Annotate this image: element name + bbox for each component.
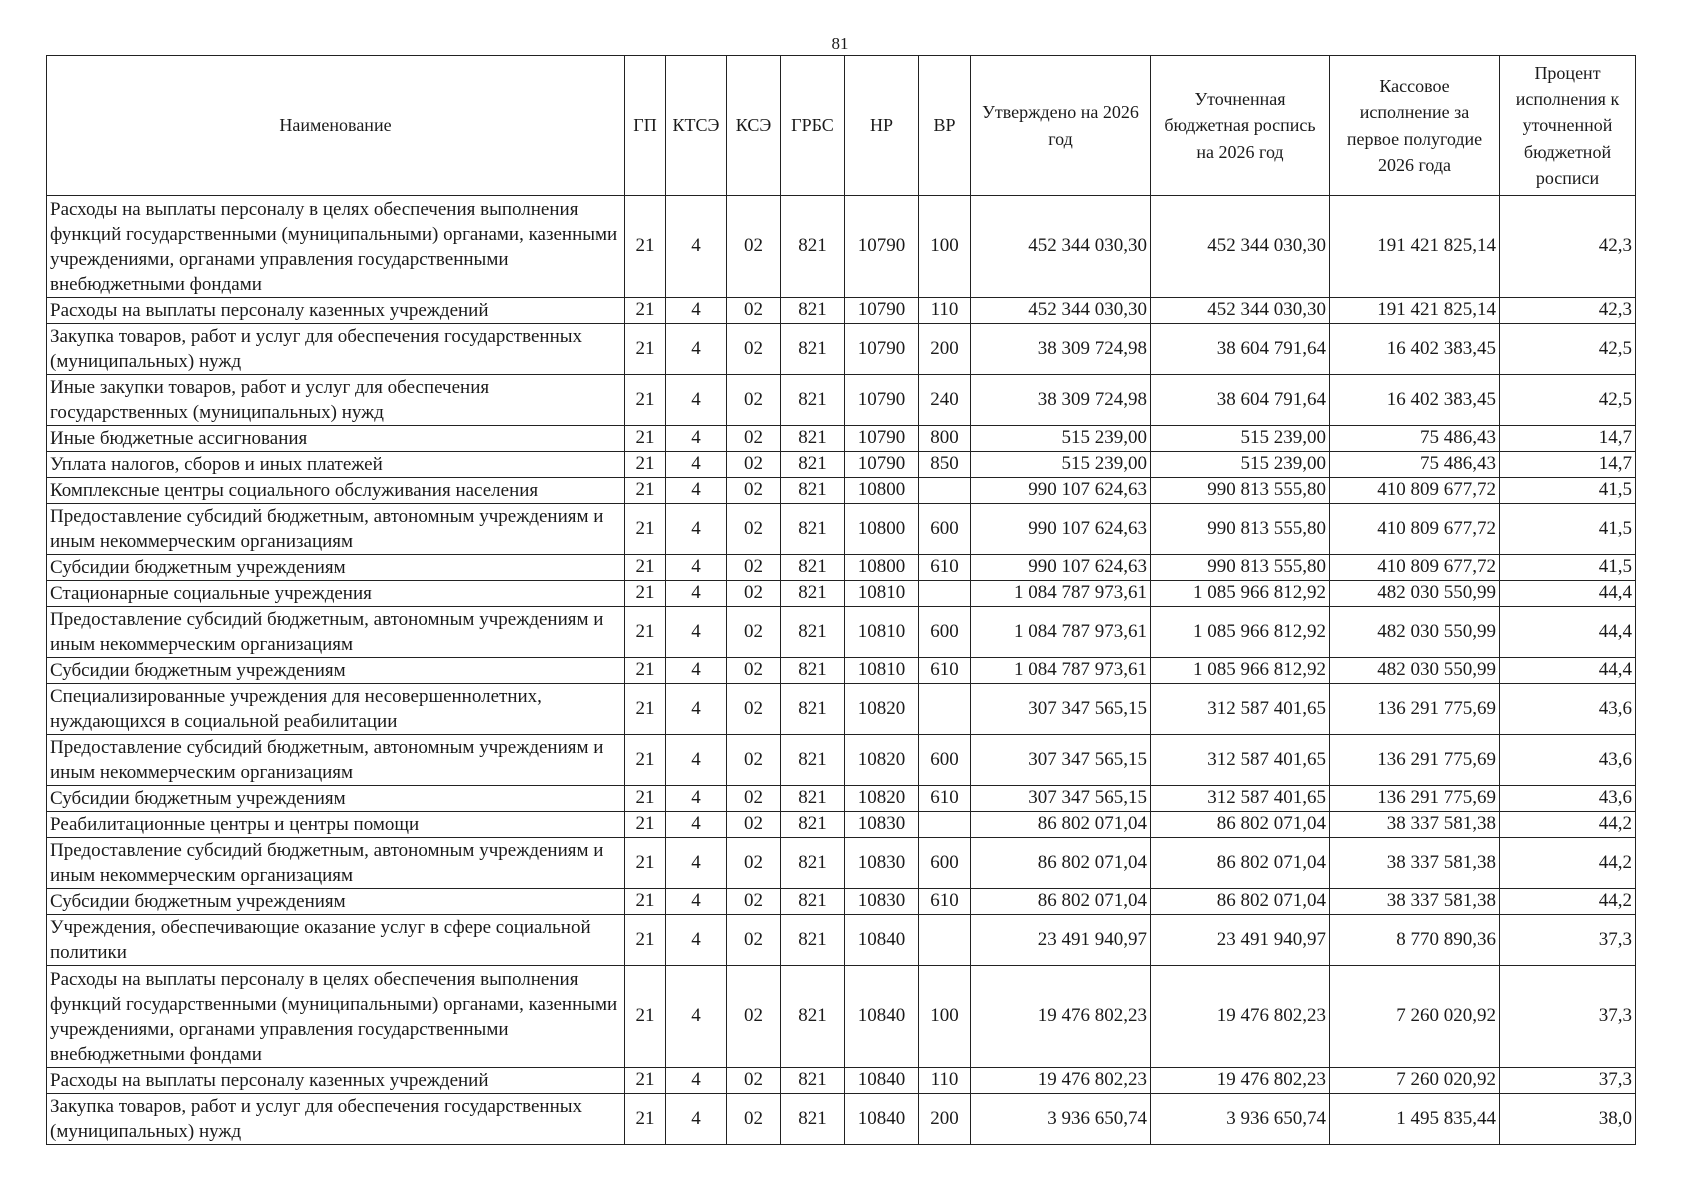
row-grbs: 821	[781, 324, 845, 375]
row-executed: 38 337 581,38	[1330, 838, 1500, 889]
row-gp: 21	[625, 684, 666, 735]
row-percent: 44,4	[1500, 581, 1636, 607]
row-kse: 02	[727, 607, 781, 658]
row-executed: 136 291 775,69	[1330, 735, 1500, 786]
row-gp: 21	[625, 607, 666, 658]
row-approved: 38 309 724,98	[971, 324, 1151, 375]
row-vr: 600	[919, 607, 971, 658]
row-grbs: 821	[781, 426, 845, 452]
row-grbs: 821	[781, 555, 845, 581]
row-vr: 610	[919, 555, 971, 581]
header-revised: Уточненная бюджетная роспись на 2026 год	[1151, 56, 1330, 196]
row-revised: 1 085 966 812,92	[1151, 581, 1330, 607]
row-approved: 990 107 624,63	[971, 504, 1151, 555]
table-row	[47, 966, 1636, 1068]
row-name: Закупка товаров, работ и услуг для обеспечения государственных (муниципальных) нужд	[47, 1094, 625, 1145]
table-row	[47, 555, 1636, 581]
row-gp: 21	[625, 375, 666, 426]
row-revised: 1 085 966 812,92	[1151, 607, 1330, 658]
row-grbs: 821	[781, 966, 845, 1068]
row-percent: 44,2	[1500, 889, 1636, 915]
row-approved: 1 084 787 973,61	[971, 607, 1151, 658]
table-header-row	[47, 56, 1636, 196]
row-executed: 75 486,43	[1330, 452, 1500, 478]
row-approved: 23 491 940,97	[971, 915, 1151, 966]
row-name: Субсидии бюджетным учреждениям	[47, 555, 625, 581]
row-gp: 21	[625, 196, 666, 298]
row-revised: 990 813 555,80	[1151, 504, 1330, 555]
table-row	[47, 324, 1636, 375]
row-kse: 02	[727, 298, 781, 324]
row-percent: 43,6	[1500, 735, 1636, 786]
header-percent: Процент исполнения к уточненной бюджетной росписи	[1500, 56, 1636, 196]
row-vr	[919, 684, 971, 735]
row-nr: 10840	[845, 1068, 919, 1094]
row-kse: 02	[727, 915, 781, 966]
row-percent: 44,4	[1500, 658, 1636, 684]
row-executed: 16 402 383,45	[1330, 375, 1500, 426]
row-ktse: 4	[666, 915, 727, 966]
row-percent: 42,5	[1500, 375, 1636, 426]
row-percent: 14,7	[1500, 426, 1636, 452]
table-row	[47, 684, 1636, 735]
row-name: Комплексные центры социального обслуживания населения	[47, 478, 625, 504]
row-nr: 10820	[845, 735, 919, 786]
row-executed: 1 495 835,44	[1330, 1094, 1500, 1145]
row-grbs: 821	[781, 375, 845, 426]
row-name: Реабилитационные центры и центры помощи	[47, 812, 625, 838]
row-revised: 38 604 791,64	[1151, 375, 1330, 426]
row-approved: 3 936 650,74	[971, 1094, 1151, 1145]
row-name: Стационарные социальные учреждения	[47, 581, 625, 607]
row-vr	[919, 812, 971, 838]
row-percent: 44,2	[1500, 812, 1636, 838]
table-row	[47, 812, 1636, 838]
row-name: Субсидии бюджетным учреждениям	[47, 889, 625, 915]
row-gp: 21	[625, 786, 666, 812]
row-executed: 7 260 020,92	[1330, 1068, 1500, 1094]
row-revised: 452 344 030,30	[1151, 298, 1330, 324]
row-nr: 10830	[845, 812, 919, 838]
row-gp: 21	[625, 735, 666, 786]
row-vr: 610	[919, 658, 971, 684]
row-approved: 515 239,00	[971, 452, 1151, 478]
row-grbs: 821	[781, 1068, 845, 1094]
table-row	[47, 1094, 1636, 1145]
row-executed: 482 030 550,99	[1330, 581, 1500, 607]
row-kse: 02	[727, 452, 781, 478]
row-gp: 21	[625, 298, 666, 324]
row-kse: 02	[727, 735, 781, 786]
row-gp: 21	[625, 812, 666, 838]
row-percent: 43,6	[1500, 684, 1636, 735]
table-row	[47, 581, 1636, 607]
row-ktse: 4	[666, 838, 727, 889]
row-ktse: 4	[666, 298, 727, 324]
row-gp: 21	[625, 478, 666, 504]
row-nr: 10790	[845, 196, 919, 298]
row-vr: 600	[919, 504, 971, 555]
row-grbs: 821	[781, 581, 845, 607]
row-revised: 19 476 802,23	[1151, 966, 1330, 1068]
table-row	[47, 426, 1636, 452]
table-row	[47, 196, 1636, 298]
row-ktse: 4	[666, 735, 727, 786]
row-kse: 02	[727, 1068, 781, 1094]
row-percent: 42,3	[1500, 298, 1636, 324]
header-gp: ГП	[625, 56, 666, 196]
row-approved: 86 802 071,04	[971, 838, 1151, 889]
row-name: Предоставление субсидий бюджетным, автономным учреждениям и иным некоммерческим организациям	[47, 735, 625, 786]
header-vr: ВР	[919, 56, 971, 196]
row-percent: 44,4	[1500, 607, 1636, 658]
row-nr: 10810	[845, 607, 919, 658]
row-nr: 10800	[845, 478, 919, 504]
row-percent: 44,2	[1500, 838, 1636, 889]
row-ktse: 4	[666, 786, 727, 812]
row-executed: 8 770 890,36	[1330, 915, 1500, 966]
row-percent: 37,3	[1500, 1068, 1636, 1094]
row-grbs: 821	[781, 838, 845, 889]
row-kse: 02	[727, 581, 781, 607]
row-vr: 800	[919, 426, 971, 452]
table-row	[47, 838, 1636, 889]
row-approved: 86 802 071,04	[971, 812, 1151, 838]
row-nr: 10810	[845, 658, 919, 684]
row-gp: 21	[625, 889, 666, 915]
row-kse: 02	[727, 812, 781, 838]
row-nr: 10800	[845, 555, 919, 581]
row-gp: 21	[625, 504, 666, 555]
row-ktse: 4	[666, 889, 727, 915]
row-percent: 42,3	[1500, 196, 1636, 298]
row-gp: 21	[625, 555, 666, 581]
row-executed: 38 337 581,38	[1330, 812, 1500, 838]
row-kse: 02	[727, 196, 781, 298]
row-approved: 19 476 802,23	[971, 966, 1151, 1068]
row-kse: 02	[727, 684, 781, 735]
row-percent: 38,0	[1500, 1094, 1636, 1145]
row-approved: 1 084 787 973,61	[971, 581, 1151, 607]
row-executed: 410 809 677,72	[1330, 478, 1500, 504]
row-nr: 10820	[845, 786, 919, 812]
header-nr: НР	[845, 56, 919, 196]
row-executed: 410 809 677,72	[1330, 504, 1500, 555]
row-executed: 75 486,43	[1330, 426, 1500, 452]
row-nr: 10790	[845, 426, 919, 452]
row-grbs: 821	[781, 1094, 845, 1145]
row-executed: 191 421 825,14	[1330, 298, 1500, 324]
row-ktse: 4	[666, 1068, 727, 1094]
row-grbs: 821	[781, 812, 845, 838]
row-kse: 02	[727, 966, 781, 1068]
row-kse: 02	[727, 504, 781, 555]
row-vr: 610	[919, 889, 971, 915]
row-approved: 452 344 030,30	[971, 298, 1151, 324]
row-revised: 86 802 071,04	[1151, 889, 1330, 915]
row-revised: 990 813 555,80	[1151, 478, 1330, 504]
row-revised: 312 587 401,65	[1151, 735, 1330, 786]
table-row	[47, 478, 1636, 504]
table-row	[47, 735, 1636, 786]
row-kse: 02	[727, 1094, 781, 1145]
row-gp: 21	[625, 452, 666, 478]
row-approved: 19 476 802,23	[971, 1068, 1151, 1094]
row-executed: 136 291 775,69	[1330, 684, 1500, 735]
row-approved: 515 239,00	[971, 426, 1151, 452]
row-approved: 1 084 787 973,61	[971, 658, 1151, 684]
row-grbs: 821	[781, 452, 845, 478]
row-kse: 02	[727, 478, 781, 504]
row-percent: 37,3	[1500, 966, 1636, 1068]
row-gp: 21	[625, 915, 666, 966]
header-grbs: ГРБС	[781, 56, 845, 196]
row-kse: 02	[727, 838, 781, 889]
row-nr: 10830	[845, 838, 919, 889]
row-revised: 3 936 650,74	[1151, 1094, 1330, 1145]
row-kse: 02	[727, 889, 781, 915]
row-kse: 02	[727, 426, 781, 452]
row-gp: 21	[625, 658, 666, 684]
row-vr: 100	[919, 966, 971, 1068]
row-kse: 02	[727, 555, 781, 581]
row-executed: 136 291 775,69	[1330, 786, 1500, 812]
row-approved: 38 309 724,98	[971, 375, 1151, 426]
table-row	[47, 298, 1636, 324]
row-revised: 312 587 401,65	[1151, 786, 1330, 812]
row-approved: 307 347 565,15	[971, 735, 1151, 786]
row-vr: 110	[919, 1068, 971, 1094]
row-approved: 86 802 071,04	[971, 889, 1151, 915]
header-ktse: КТСЭ	[666, 56, 727, 196]
row-percent: 14,7	[1500, 452, 1636, 478]
row-nr: 10830	[845, 889, 919, 915]
row-revised: 452 344 030,30	[1151, 196, 1330, 298]
row-vr: 600	[919, 838, 971, 889]
row-nr: 10800	[845, 504, 919, 555]
row-vr: 850	[919, 452, 971, 478]
row-name: Предоставление субсидий бюджетным, автономным учреждениям и иным некоммерческим организациям	[47, 607, 625, 658]
row-name: Предоставление субсидий бюджетным, автономным учреждениям и иным некоммерческим организациям	[47, 504, 625, 555]
row-ktse: 4	[666, 555, 727, 581]
header-approved: Утверждено на 2026 год	[971, 56, 1151, 196]
row-percent: 43,6	[1500, 786, 1636, 812]
row-approved: 452 344 030,30	[971, 196, 1151, 298]
row-name: Субсидии бюджетным учреждениям	[47, 658, 625, 684]
row-executed: 16 402 383,45	[1330, 324, 1500, 375]
header-name: Наименование	[47, 56, 625, 196]
row-vr: 100	[919, 196, 971, 298]
row-gp: 21	[625, 838, 666, 889]
row-name: Иные закупки товаров, работ и услуг для обеспечения государственных (муниципальных) нужд	[47, 375, 625, 426]
row-name: Расходы на выплаты персоналу в целях обеспечения выполнения функций государственными (муниципальными) органами, казенными учреждениями, органами управления государственными внебюджетными фондами	[47, 196, 625, 298]
row-gp: 21	[625, 1068, 666, 1094]
row-executed: 191 421 825,14	[1330, 196, 1500, 298]
row-kse: 02	[727, 324, 781, 375]
row-nr: 10790	[845, 375, 919, 426]
row-grbs: 821	[781, 196, 845, 298]
row-ktse: 4	[666, 812, 727, 838]
table-row	[47, 658, 1636, 684]
row-vr	[919, 915, 971, 966]
row-approved: 307 347 565,15	[971, 786, 1151, 812]
row-percent: 42,5	[1500, 324, 1636, 375]
row-grbs: 821	[781, 915, 845, 966]
row-vr: 200	[919, 324, 971, 375]
row-vr: 240	[919, 375, 971, 426]
table-row	[47, 786, 1636, 812]
row-ktse: 4	[666, 581, 727, 607]
row-grbs: 821	[781, 658, 845, 684]
row-percent: 37,3	[1500, 915, 1636, 966]
row-grbs: 821	[781, 786, 845, 812]
row-vr	[919, 581, 971, 607]
row-revised: 19 476 802,23	[1151, 1068, 1330, 1094]
table-row	[47, 915, 1636, 966]
row-executed: 482 030 550,99	[1330, 658, 1500, 684]
row-name: Закупка товаров, работ и услуг для обеспечения государственных (муниципальных) нужд	[47, 324, 625, 375]
table-row	[47, 889, 1636, 915]
row-executed: 482 030 550,99	[1330, 607, 1500, 658]
row-executed: 410 809 677,72	[1330, 555, 1500, 581]
row-name: Иные бюджетные ассигнования	[47, 426, 625, 452]
row-ktse: 4	[666, 607, 727, 658]
table-row	[47, 607, 1636, 658]
row-ktse: 4	[666, 478, 727, 504]
row-revised: 38 604 791,64	[1151, 324, 1330, 375]
row-nr: 10790	[845, 452, 919, 478]
row-grbs: 821	[781, 684, 845, 735]
row-grbs: 821	[781, 889, 845, 915]
row-percent: 41,5	[1500, 555, 1636, 581]
row-nr: 10810	[845, 581, 919, 607]
row-gp: 21	[625, 581, 666, 607]
row-ktse: 4	[666, 504, 727, 555]
row-gp: 21	[625, 426, 666, 452]
table-row	[47, 1068, 1636, 1094]
row-revised: 312 587 401,65	[1151, 684, 1330, 735]
row-grbs: 821	[781, 298, 845, 324]
row-vr: 110	[919, 298, 971, 324]
row-nr: 10840	[845, 966, 919, 1068]
row-gp: 21	[625, 966, 666, 1068]
row-kse: 02	[727, 375, 781, 426]
row-nr: 10840	[845, 915, 919, 966]
table-row	[47, 375, 1636, 426]
row-gp: 21	[625, 324, 666, 375]
row-vr: 600	[919, 735, 971, 786]
row-name: Предоставление субсидий бюджетным, автономным учреждениям и иным некоммерческим организациям	[47, 838, 625, 889]
budget-execution-table	[46, 55, 1636, 1145]
row-ktse: 4	[666, 452, 727, 478]
row-ktse: 4	[666, 966, 727, 1068]
row-gp: 21	[625, 1094, 666, 1145]
row-grbs: 821	[781, 504, 845, 555]
row-ktse: 4	[666, 375, 727, 426]
row-ktse: 4	[666, 684, 727, 735]
row-name: Специализированные учреждения для несовершеннолетних, нуждающихся в социальной реабилитации	[47, 684, 625, 735]
row-percent: 41,5	[1500, 504, 1636, 555]
row-nr: 10790	[845, 298, 919, 324]
page-number: 81	[831, 34, 849, 53]
row-revised: 86 802 071,04	[1151, 838, 1330, 889]
row-revised: 1 085 966 812,92	[1151, 658, 1330, 684]
row-executed: 7 260 020,92	[1330, 966, 1500, 1068]
row-vr	[919, 478, 971, 504]
table-row	[47, 504, 1636, 555]
table-row	[47, 452, 1636, 478]
row-approved: 990 107 624,63	[971, 478, 1151, 504]
row-name: Учреждения, обеспечивающие оказание услуг в сфере социальной политики	[47, 915, 625, 966]
row-kse: 02	[727, 658, 781, 684]
row-percent: 41,5	[1500, 478, 1636, 504]
row-name: Расходы на выплаты персоналу в целях обеспечения выполнения функций государственными (муниципальными) органами, казенными учреждениями, органами управления государственными внебюджетными фондами	[47, 966, 625, 1068]
row-ktse: 4	[666, 1094, 727, 1145]
row-approved: 990 107 624,63	[971, 555, 1151, 581]
row-kse: 02	[727, 786, 781, 812]
row-revised: 86 802 071,04	[1151, 812, 1330, 838]
row-name: Уплата налогов, сборов и иных платежей	[47, 452, 625, 478]
row-nr: 10790	[845, 324, 919, 375]
row-revised: 515 239,00	[1151, 426, 1330, 452]
row-vr: 200	[919, 1094, 971, 1145]
row-approved: 307 347 565,15	[971, 684, 1151, 735]
row-grbs: 821	[781, 735, 845, 786]
header-kse: КСЭ	[727, 56, 781, 196]
row-ktse: 4	[666, 658, 727, 684]
header-executed: Кассовое исполнение за первое полугодие 2026 года	[1330, 56, 1500, 196]
row-name: Расходы на выплаты персоналу казенных учреждений	[47, 298, 625, 324]
row-revised: 23 491 940,97	[1151, 915, 1330, 966]
row-ktse: 4	[666, 426, 727, 452]
row-grbs: 821	[781, 478, 845, 504]
row-nr: 10840	[845, 1094, 919, 1145]
row-executed: 38 337 581,38	[1330, 889, 1500, 915]
row-name: Субсидии бюджетным учреждениям	[47, 786, 625, 812]
row-ktse: 4	[666, 196, 727, 298]
row-vr: 610	[919, 786, 971, 812]
row-name: Расходы на выплаты персоналу казенных учреждений	[47, 1068, 625, 1094]
row-ktse: 4	[666, 324, 727, 375]
row-grbs: 821	[781, 607, 845, 658]
row-nr: 10820	[845, 684, 919, 735]
row-revised: 990 813 555,80	[1151, 555, 1330, 581]
row-revised: 515 239,00	[1151, 452, 1330, 478]
